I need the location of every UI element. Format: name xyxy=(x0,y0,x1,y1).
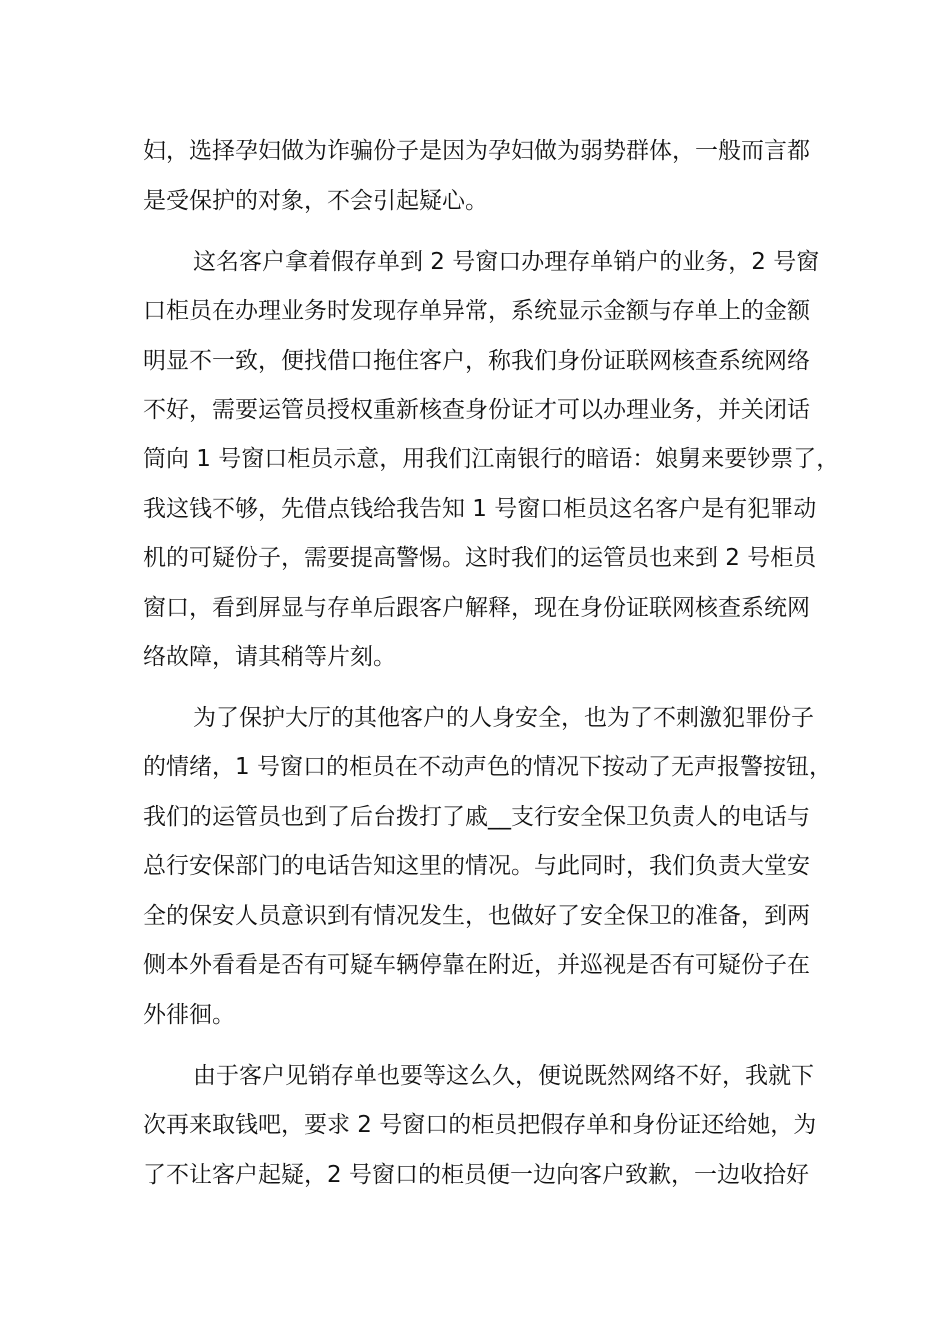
paragraph-3-line-4: 总行安保部门的电话告知这里的情况。与此同时，我们负责大堂安 xyxy=(143,853,810,879)
paragraph-1-line-1: 妇，选择孕妇做为诈骗份子是因为孕妇做为弱势群体，一般而言都 xyxy=(143,138,810,164)
paragraph-4-line-1: 由于客户见销存单也要等这么久，便说既然网络不好，我就下 xyxy=(193,1063,814,1089)
paragraph-2-line-3: 明显不一致，便找借口拖住客户，称我们身份证联网核查系统网络 xyxy=(143,348,810,374)
paragraph-3-line-1: 为了保护大厅的其他客户的人身安全，也为了不刺激犯罪份子 xyxy=(193,705,814,731)
paragraph-3-line-3: 我们的运管员也到了后台拨打了戚__支行安全保卫负责人的电话与 xyxy=(143,804,810,830)
paragraph-1-line-2: 是受保护的对象，不会引起疑心。 xyxy=(143,188,488,214)
paragraph-2-line-4: 不好，需要运管员授权重新核查身份证才可以办理业务，并关闭话 xyxy=(143,397,810,423)
paragraph-3-line-7: 外徘徊。 xyxy=(143,1002,235,1028)
paragraph-2-line-7: 机的可疑份子，需要提高警惕。这时我们的运管员也来到 2 号柜员 xyxy=(143,545,817,571)
paragraph-3-line-2: 的情绪，1 号窗口的柜员在不动声色的情况下按动了无声报警按钮， xyxy=(143,754,832,780)
paragraph-3-line-5: 全的保安人员意识到有情况发生，也做好了安全保卫的准备，到两 xyxy=(143,903,810,929)
paragraph-2-line-5: 筒向 1 号窗口柜员示意，用我们江南银行的暗语：娘舅来要钞票了， xyxy=(143,446,840,472)
paragraph-2-line-2: 口柜员在办理业务时发现存单异常，系统显示金额与存单上的金额 xyxy=(143,298,810,324)
paragraph-3-line-6: 侧本外看看是否有可疑车辆停靠在附近，并巡视是否有可疑份子在 xyxy=(143,952,810,978)
paragraph-2-line-8: 窗口，看到屏显与存单后跟客户解释，现在身份证联网核查系统网 xyxy=(143,595,810,621)
paragraph-2-line-6: 我这钱不够，先借点钱给我告知 1 号窗口柜员这名客户是有犯罪动 xyxy=(143,496,817,522)
paragraph-2-line-9: 络故障，请其稍等片刻。 xyxy=(143,644,396,670)
paragraph-2-line-1: 这名客户拿着假存单到 2 号窗口办理存单销户的业务，2 号窗 xyxy=(193,249,820,275)
paragraph-4-line-3: 了不让客户起疑，2 号窗口的柜员便一边向客户致歉，一边收拾好 xyxy=(143,1162,809,1188)
paragraph-4-line-2: 次再来取钱吧，要求 2 号窗口的柜员把假存单和身份证还给她，为 xyxy=(143,1112,817,1138)
